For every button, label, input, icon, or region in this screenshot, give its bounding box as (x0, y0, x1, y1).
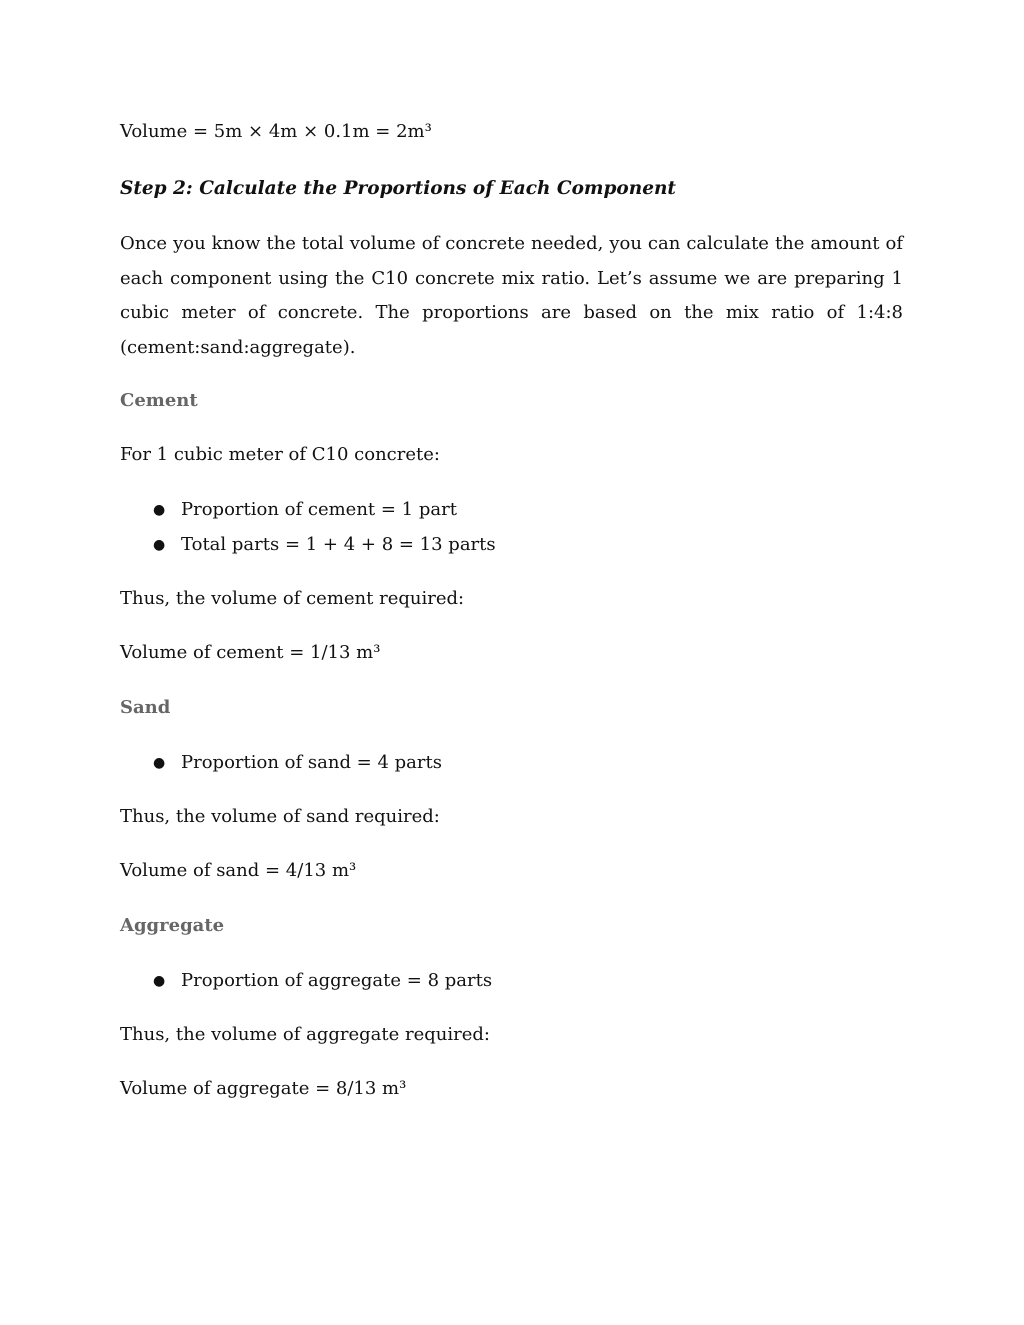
bullet-icon: ● (153, 973, 166, 989)
bullet-icon: ● (153, 502, 166, 518)
aggregate-thus: Thus, the volume of aggregate required: (120, 1024, 490, 1045)
bullet-icon: ● (153, 755, 166, 771)
sand-result: Volume of sand = 4/13 m³ (120, 860, 357, 881)
document-page (120, 0, 903, 1325)
aggregate-bullet-list (120, 964, 492, 999)
sand-bullet-list (120, 746, 442, 781)
volume-calculation: Volume = 5m × 4m × 0.1m = 2m³ (120, 121, 432, 142)
cement-bullet-list (120, 493, 496, 562)
bullet-icon: ● (153, 536, 166, 553)
cement-thus: Thus, the volume of cement required: (120, 588, 465, 609)
list-item: ● Proportion of aggregate = 8 parts (120, 964, 492, 999)
list-item: ● Proportion of cement = 1 part (120, 493, 496, 528)
step-2-heading: Step 2: Calculate the Proportions of Each Component (120, 178, 676, 199)
aggregate-heading: Aggregate (120, 915, 225, 936)
sand-heading: Sand (120, 697, 171, 718)
sand-thus: Thus, the volume of sand required: (120, 806, 440, 827)
aggregate-result: Volume of aggregate = 8/13 m³ (120, 1078, 407, 1099)
cement-intro: For 1 cubic meter of C10 concrete: (120, 444, 440, 465)
cement-heading: Cement (120, 390, 198, 411)
list-item: ● Proportion of sand = 4 parts (120, 746, 442, 781)
cement-result: Volume of cement = 1/13 m³ (120, 642, 381, 663)
list-item: ● Total parts = 1 + 4 + 8 = 13 parts (120, 528, 496, 563)
intro-paragraph: Once you know the total volume of concrete needed, you can calculate the amount of each component using the C10 concrete mix ratio. Let’s assume we are preparing 1 cubic meter of concrete. The proportions are based on the mix ratio of 1:4:8 (cement:sand:aggregate). (120, 233, 903, 358)
